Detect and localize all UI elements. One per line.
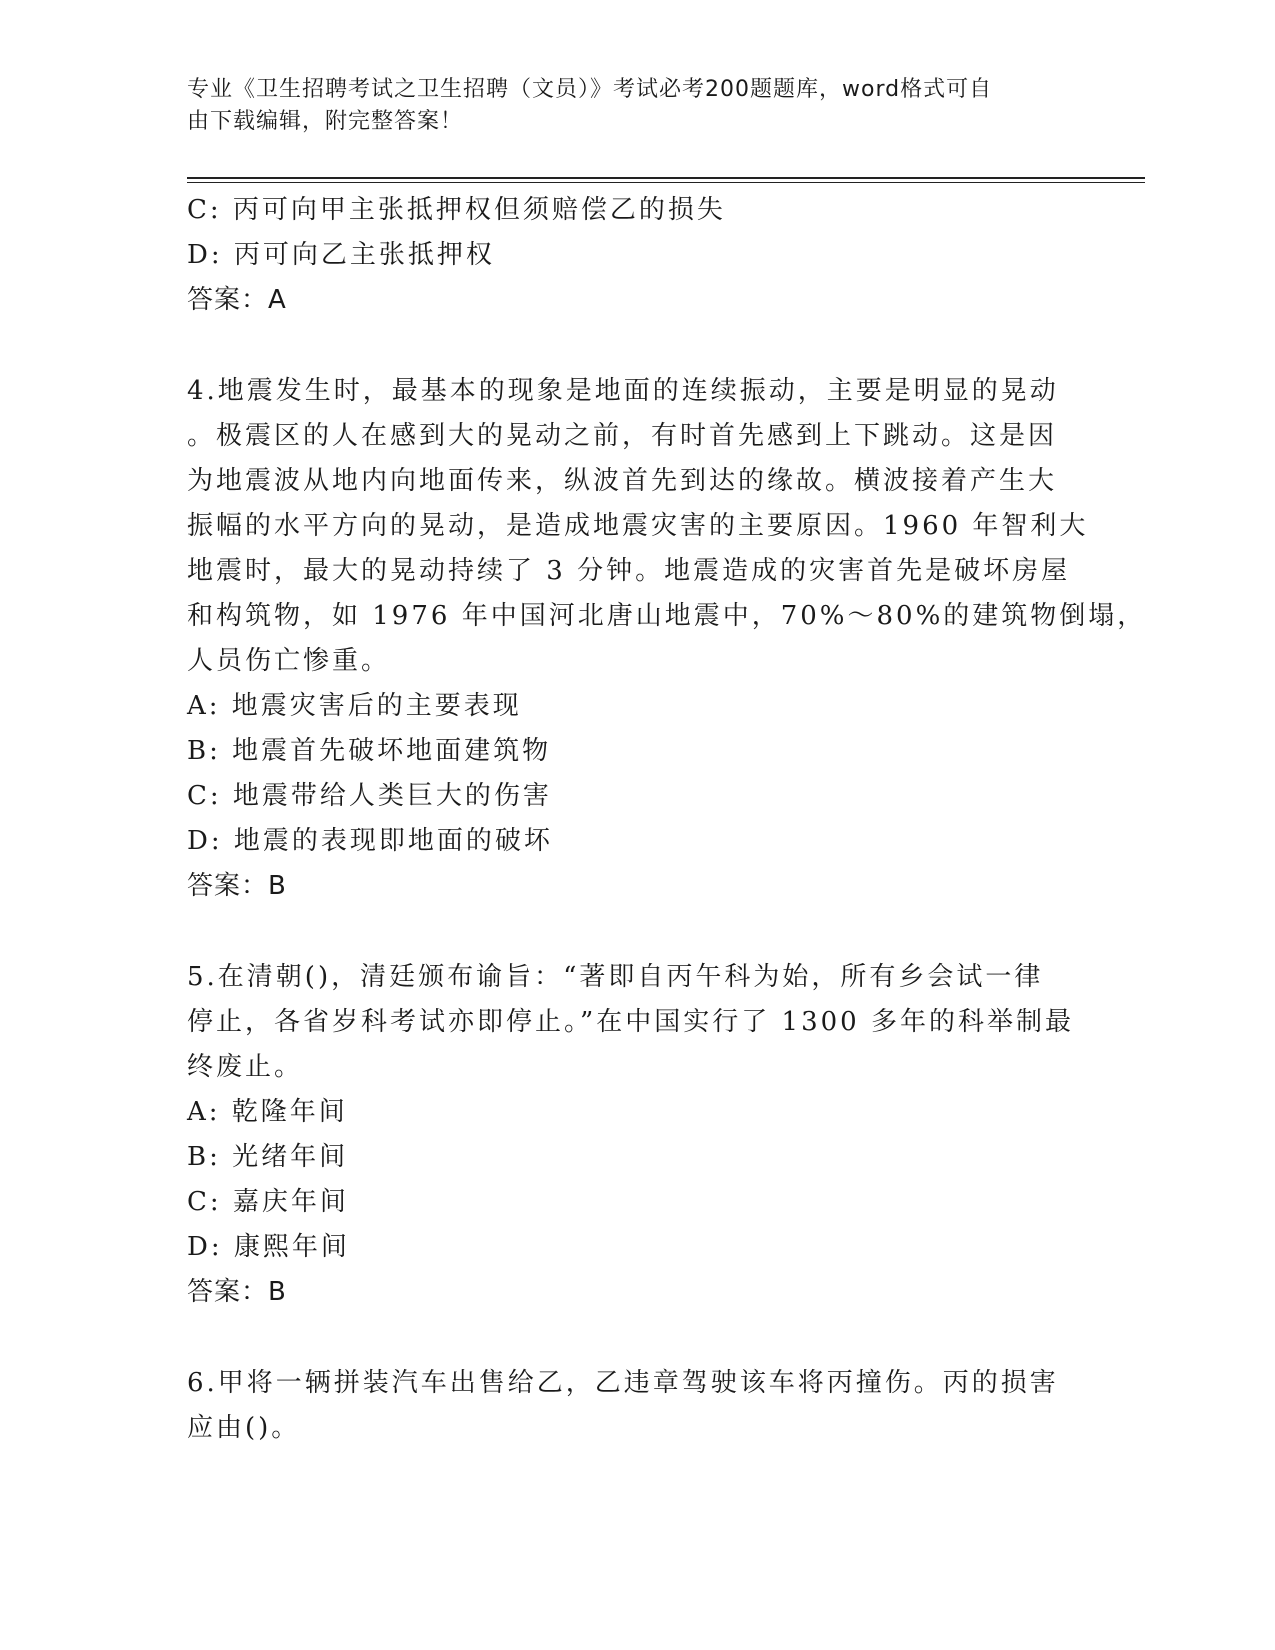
page-header	[187, 74, 1067, 138]
question-line: 4.地震发生时，最基本的现象是地面的连续振动，主要是明显的晃动	[187, 376, 1059, 406]
option-c: C: 嘉庆年间	[187, 1187, 349, 1217]
header-divider-thin	[187, 182, 1145, 183]
question-line: 地震时，最大的晃动持续了 3 分钟。地震造成的灾害首先是破坏房屋	[187, 556, 1071, 586]
question-line: 为地震波从地内向地面传来，纵波首先到达的缘故。横波接着产生大	[187, 466, 1058, 496]
question-line: 终废止。	[187, 1052, 304, 1082]
option-a: A: 乾隆年间	[187, 1097, 348, 1127]
question-content	[187, 188, 1147, 1451]
header-line-1: 专业《卫生招聘考试之卫生招聘（文员）》考试必考200题题库，word格式可自	[187, 77, 993, 102]
question-4	[187, 369, 1147, 909]
question-line: 停止，各省岁科考试亦即停止。”在中国实行了 1300 多年的科举制最	[187, 1007, 1074, 1037]
answer: 答案：A	[187, 285, 287, 315]
question-line: 5.在清朝()，清廷颁布谕旨：“著即自丙午科为始，所有乡会试一律	[187, 962, 1044, 992]
answer: 答案：B	[187, 1277, 287, 1307]
question-line: 6.甲将一辆拼装汽车出售给乙，乙违章驾驶该车将丙撞伤。丙的损害	[187, 1368, 1059, 1398]
option-c: C: 地震带给人类巨大的伤害	[187, 781, 552, 811]
option-d: D: 康熙年间	[187, 1232, 350, 1262]
question-line: 。极震区的人在感到大的晃动之前，有时首先感到上下跳动。这是因	[187, 421, 1058, 451]
question-6	[187, 1361, 1067, 1451]
question-text	[187, 955, 1074, 1090]
option-d: D: 丙可向乙主张抵押权	[187, 240, 495, 270]
option-b: B: 光绪年间	[187, 1142, 349, 1172]
option-a: A: 地震灾害后的主要表现	[187, 691, 522, 721]
question-line: 振幅的水平方向的晃动，是造成地震灾害的主要原因。1960 年智利大	[187, 511, 1089, 541]
question-line: 应由()。	[187, 1413, 301, 1443]
header-divider-thick	[187, 177, 1145, 179]
option-b: B: 地震首先破坏地面建筑物	[187, 736, 552, 766]
option-c: C: 丙可向甲主张抵押权但须赔偿乙的损失	[187, 195, 726, 225]
answer: 答案：B	[187, 871, 287, 901]
question-text	[187, 1361, 1067, 1451]
question-3-continued	[187, 188, 1067, 323]
question-line: 人员伤亡惨重。	[187, 646, 391, 676]
option-d: D: 地震的表现即地面的破坏	[187, 826, 553, 856]
header-line-2: 由下载编辑，附完整答案！	[187, 109, 464, 134]
question-5	[187, 955, 1074, 1315]
question-text	[187, 369, 1147, 684]
question-line: 和构筑物，如 1976 年中国河北唐山地震中，70%～80%的建筑物倒塌，	[187, 601, 1147, 631]
